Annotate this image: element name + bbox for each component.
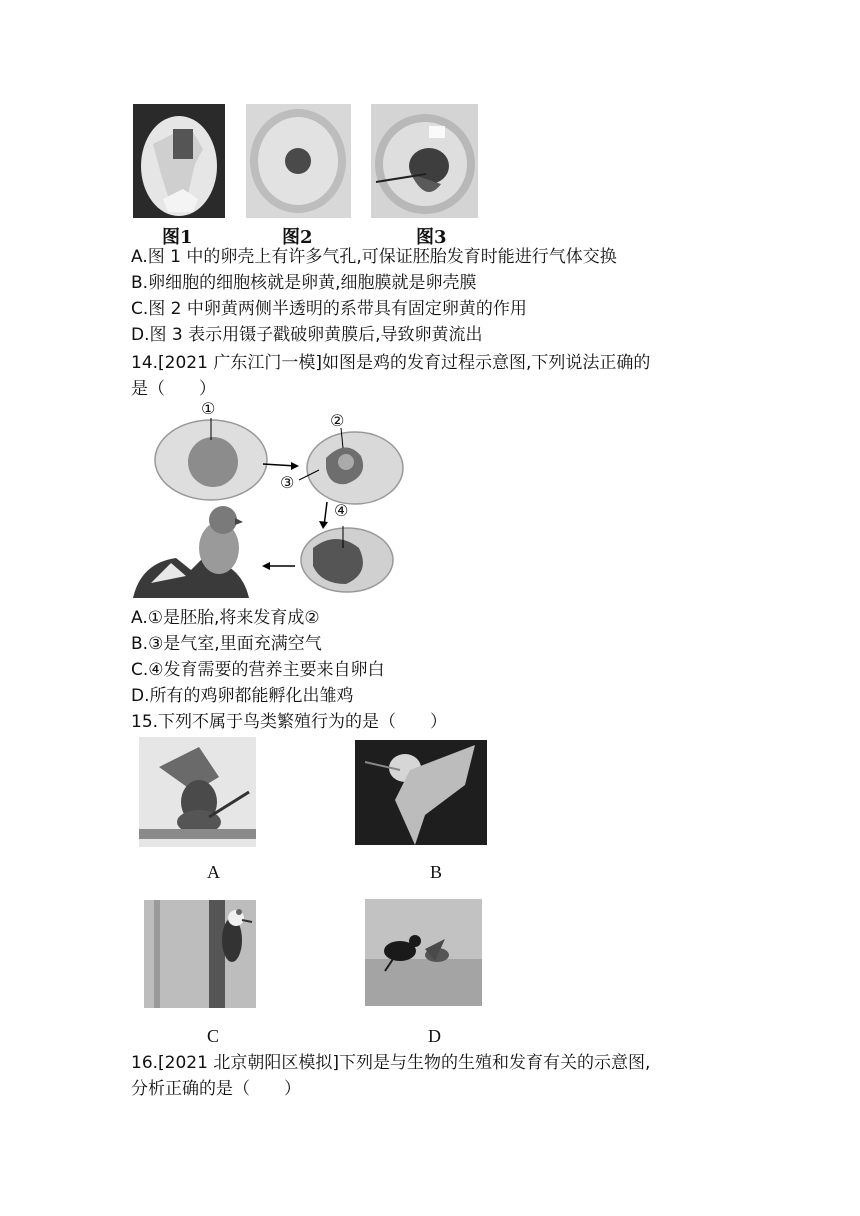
bird-photo-b (355, 740, 487, 845)
marker-2: ② (330, 411, 345, 430)
q14-stem-line1: 14.[2021 广东江门一模]如图是鸡的发育过程示意图,下列说法正确的 (131, 353, 651, 373)
q16-stem-line1: 16.[2021 北京朝阳区模拟]下列是与生物的生殖和发育有关的示意图, (131, 1053, 651, 1073)
marker-4: ④ (334, 501, 349, 520)
marker-1: ① (201, 399, 216, 418)
q13-option-d: D.图 3 表示用镊子戳破卵黄膜后,导致卵黄流出 (131, 325, 483, 345)
bird-photo-d (365, 899, 482, 1006)
marker-3: ③ (280, 473, 295, 492)
option-d-label: D (428, 1026, 441, 1046)
option-c-label: C (207, 1026, 220, 1046)
q14-stem-line2: 是（ ） (131, 379, 216, 399)
q15-stem: 15.下列不属于鸟类繁殖行为的是（ ） (131, 712, 448, 732)
egg-shell-photo (133, 104, 225, 218)
q14-option-d: D.所有的鸡卵都能孵化出雏鸡 (131, 686, 354, 706)
q14-option-a: A.①是胚胎,将来发育成② (131, 608, 320, 628)
option-b-label: B (430, 862, 443, 882)
q14-option-b: B.③是气室,里面充满空气 (131, 634, 322, 654)
yolk-dish-photo (246, 104, 351, 218)
q13-option-b: B.卵细胞的细胞核就是卵黄,细胞膜就是卵壳膜 (131, 273, 477, 293)
development-diagram-art (131, 398, 411, 603)
q13-option-c: C.图 2 中卵黄两侧半透明的系带具有固定卵黄的作用 (131, 299, 527, 319)
bird-photo-c (144, 900, 256, 1008)
q14-option-c: C.④发育需要的营养主要来自卵白 (131, 660, 385, 680)
figure-3-label: 图3 (416, 227, 447, 248)
q13-option-a: A.图 1 中的卵壳上有许多气孔,可保证胚胎发育时能进行气体交换 (131, 247, 617, 267)
option-a-label: A (207, 862, 220, 882)
broken-yolk-photo (371, 104, 478, 218)
figure-1-label: 图1 (162, 227, 193, 248)
q16-stem-line2: 分析正确的是（ ） (131, 1079, 301, 1099)
figure-2-label: 图2 (282, 227, 313, 248)
bird-photo-a (139, 737, 256, 847)
